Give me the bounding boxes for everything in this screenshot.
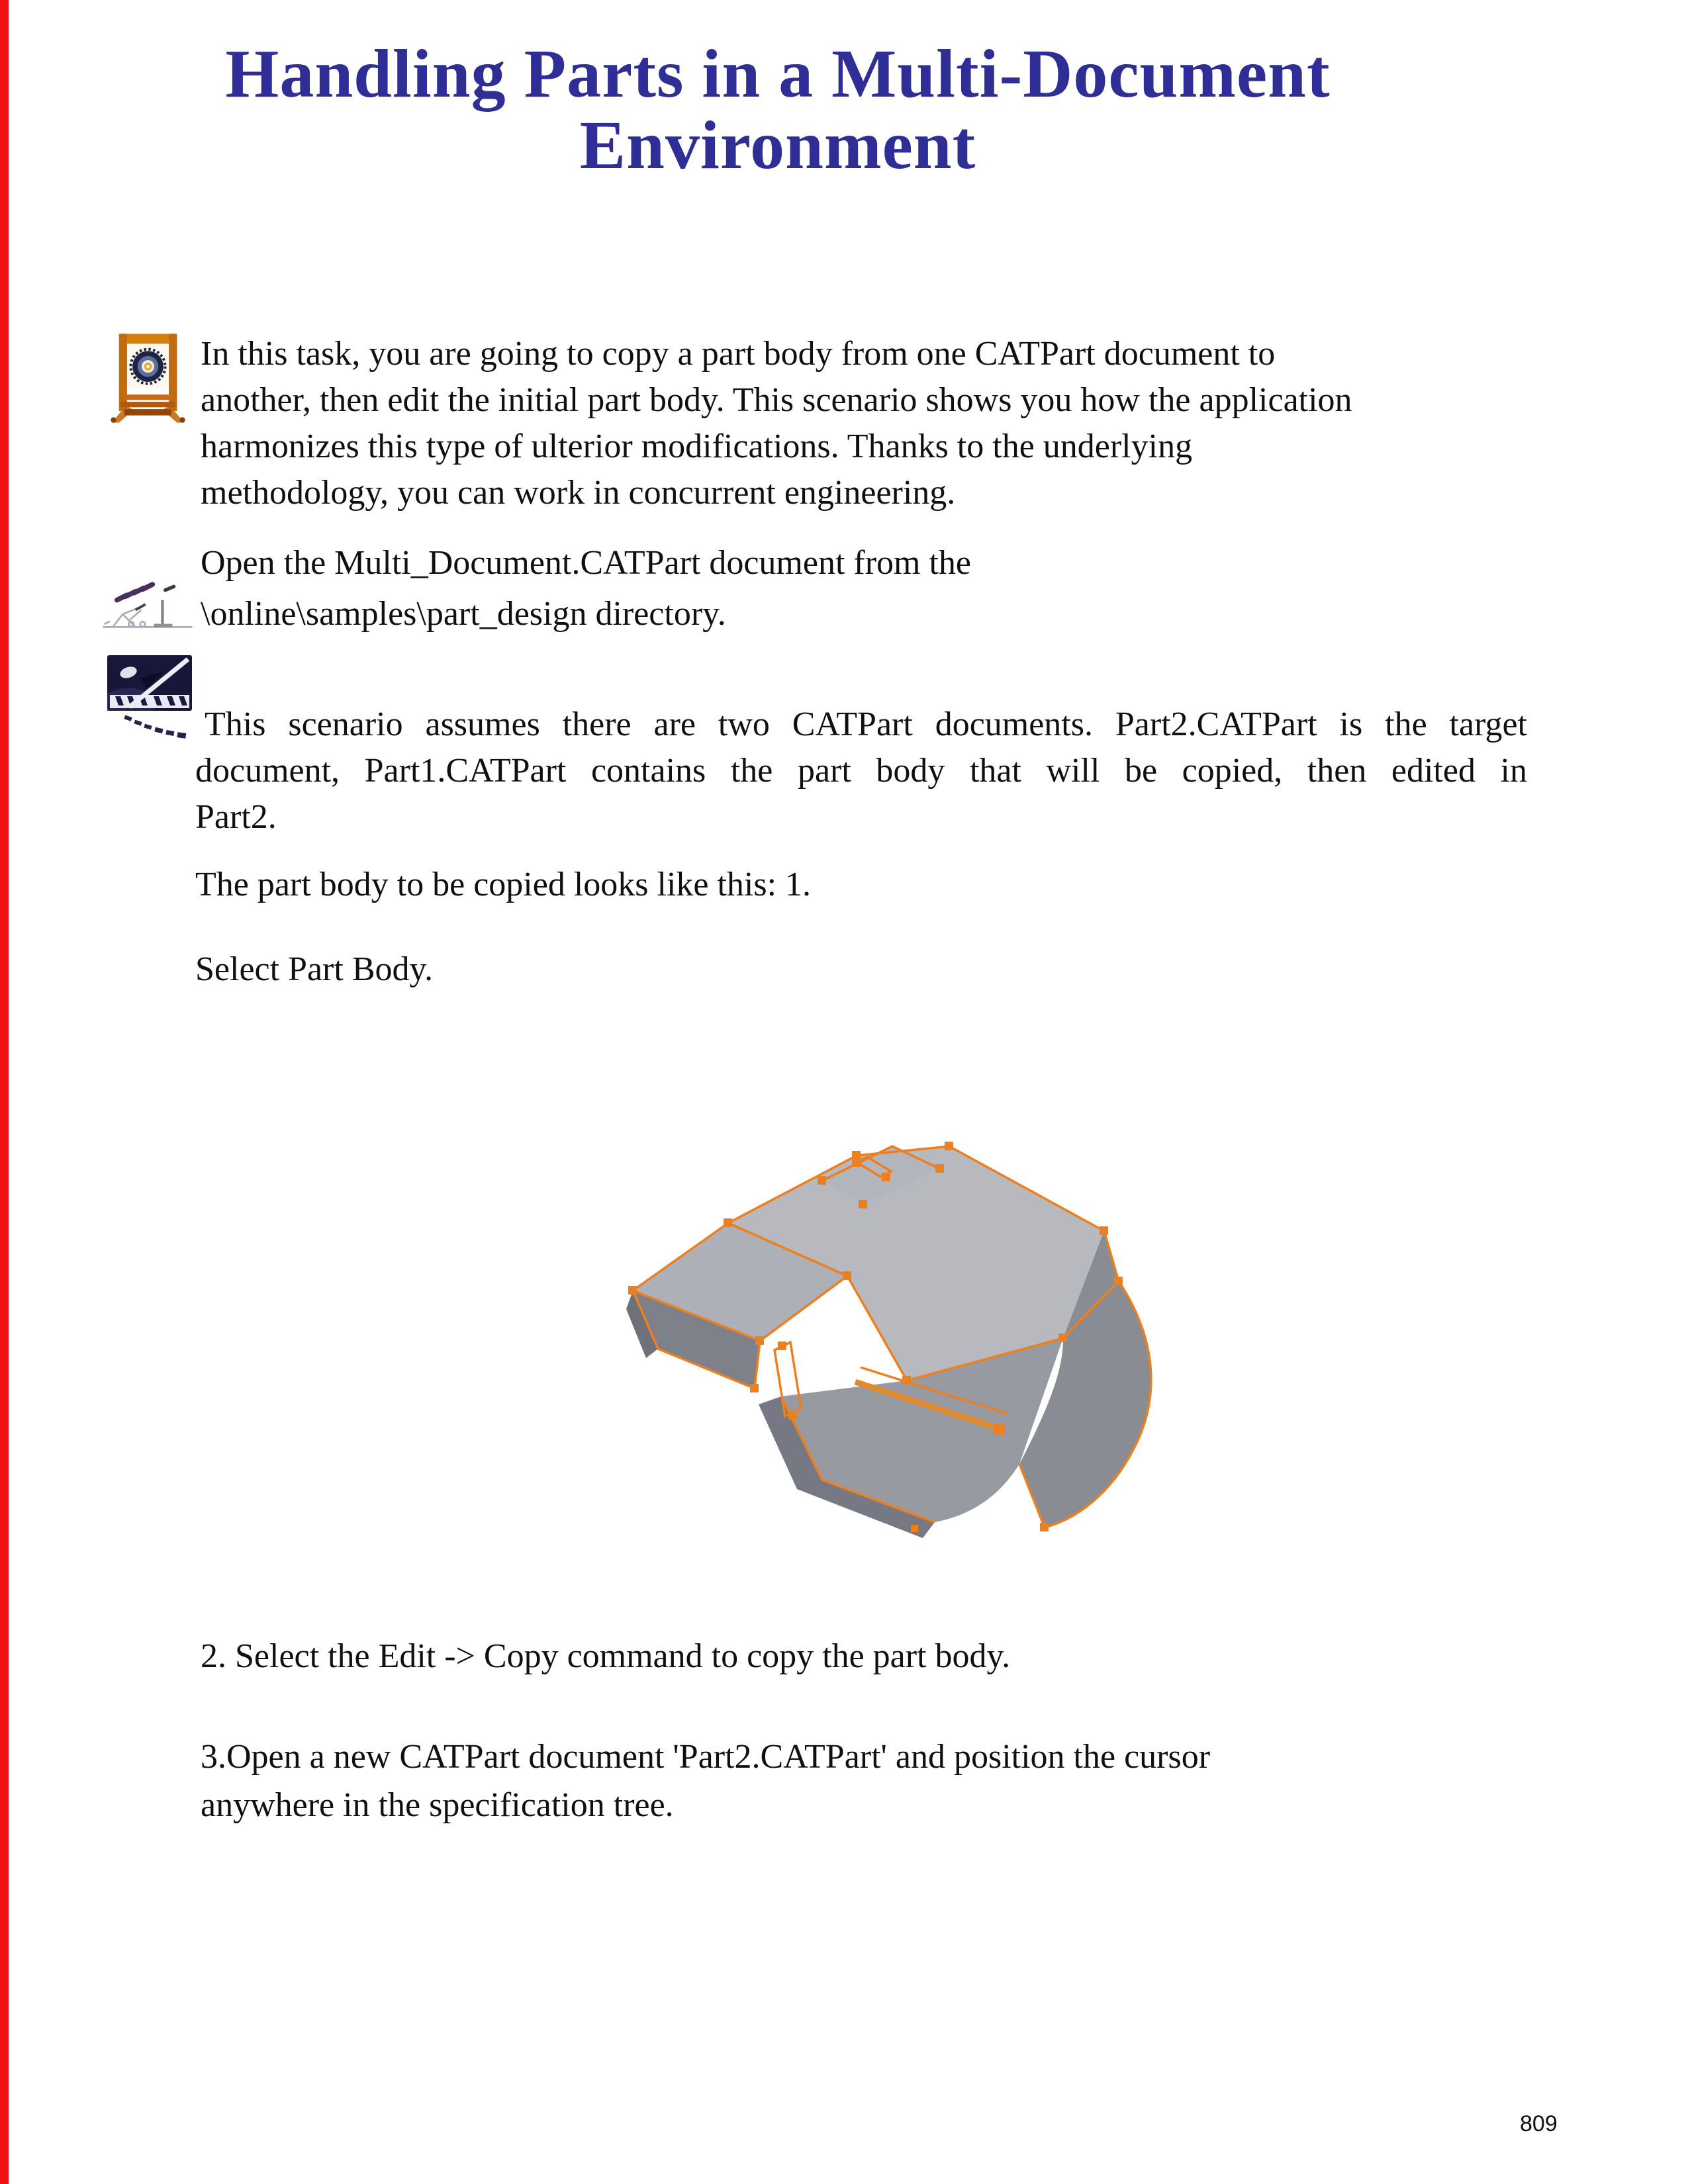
- select-note: Select Part Body.: [195, 950, 434, 988]
- text-line: 3.Open a new CATPart document 'Part2.CATPart' and position the cursor: [201, 1738, 1211, 1776]
- text-line: document, Part1.CATPart contains the part body that will be copied, then edited in: [195, 752, 1527, 790]
- page-title: [79, 38, 1476, 181]
- step-2-text: 2. Select the Edit -> Copy command to copy the part body.: [201, 1637, 1011, 1675]
- text-line: methodology, you can work in concurrent engineering.: [201, 474, 956, 512]
- title-line-1: Handling Parts in a Multi-Document: [225, 36, 1331, 112]
- text-line: In this task, you are going to copy a part body from one CATPart document to: [201, 335, 1276, 373]
- text-line: Open the Multi_Document.CATPart document from the: [201, 544, 972, 582]
- scenario-text: [195, 702, 1527, 841]
- target-icon: [103, 333, 193, 424]
- step-3-text: [201, 1733, 1210, 1829]
- text-line: \online\samples\part_design directory.: [201, 595, 726, 633]
- text-line: another, then edit the initial part body. This scenario shows you how the application: [201, 381, 1352, 419]
- text-line: This scenario assumes there are two CATPart documents. Part2.CATPart is the target: [205, 705, 1527, 743]
- text-line: harmonizes this type of ulterior modifications. Thanks to the underlying: [201, 428, 1193, 465]
- page-number: 809: [1520, 2111, 1558, 2136]
- open-doc-text: [201, 537, 1564, 639]
- copied-note: The part body to be copied looks like this: 1.: [195, 866, 812, 903]
- part-body-3d-view: [624, 1117, 1168, 1546]
- red-accent-bar: [0, 0, 9, 2184]
- text-line: anywhere in the specification tree.: [201, 1786, 674, 1824]
- pen-scenario-icon: [106, 654, 197, 754]
- catapult-icon: [98, 565, 199, 643]
- task-intro-text: [201, 331, 1564, 516]
- title-line-2: Environment: [579, 107, 976, 183]
- text-line: Part2.: [195, 798, 277, 836]
